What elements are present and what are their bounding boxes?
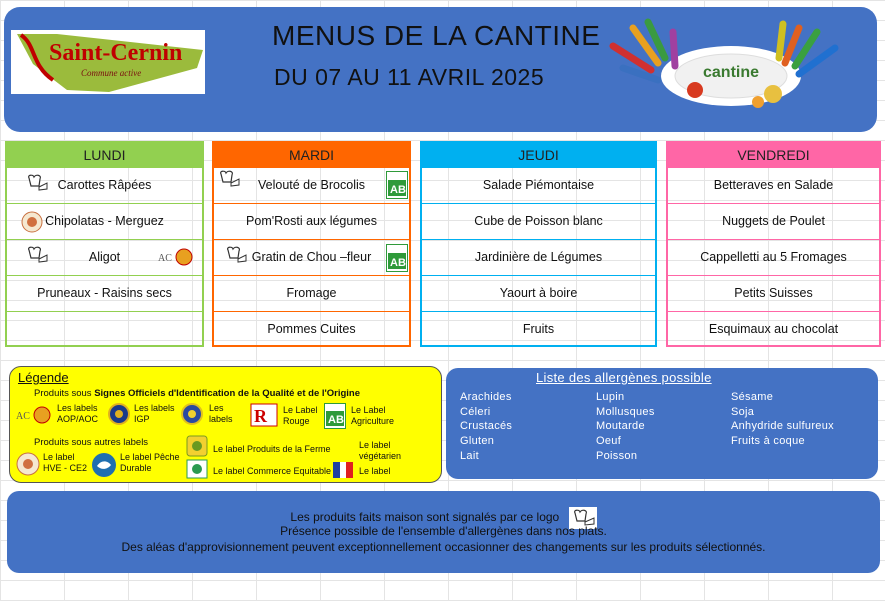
aop-aoc-icon xyxy=(15,405,53,425)
page-title: MENUS DE LA CANTINE xyxy=(272,20,601,51)
menu-item-text: Petits Suisses xyxy=(734,286,813,300)
legend-origine-france: Le label xyxy=(359,466,391,476)
legend-aop: Les labels AOP/AOC xyxy=(57,403,99,424)
allergens-col-3: Sésame Soja Anhydride sulfureux Fruits à coque xyxy=(731,391,834,448)
menu-item xyxy=(214,167,409,203)
menu-item-text: Fromage xyxy=(286,286,337,300)
siqo-heading: Produits sous Signes Officiels d'Identification de la Qualité et de l'Origine xyxy=(34,388,361,399)
menu-item xyxy=(7,239,202,275)
menu-item xyxy=(422,203,655,239)
menu-item-text: Salade Piémontaise xyxy=(482,178,595,192)
legend-ab: Le Label Agriculture xyxy=(351,405,395,426)
column-vendredi xyxy=(666,141,881,347)
menu-item-text: Chipolatas - Merguez xyxy=(45,214,164,228)
menu-item-text: Pruneaux - Raisins secs xyxy=(37,286,172,300)
peche-durable-icon xyxy=(91,452,117,478)
ab-label-icon xyxy=(324,403,346,429)
menu-item-text: Pom'Rosti aux légumes xyxy=(246,214,377,228)
legend-vegetarien: Le label végétarien xyxy=(359,440,402,461)
legend-panel xyxy=(9,366,442,483)
legend-stg: Les labels xyxy=(209,403,233,424)
other-labels-heading: Produits sous autres labels xyxy=(34,437,149,448)
hve-label-icon xyxy=(16,452,40,476)
column-lundi xyxy=(5,141,204,347)
label-rouge-icon xyxy=(250,403,278,427)
menu-item xyxy=(214,275,409,311)
menu-item xyxy=(7,167,202,203)
day-header-jeudi: JEUDI xyxy=(422,143,655,167)
allergens-panel xyxy=(446,368,878,479)
france-flag-icon xyxy=(333,462,353,478)
menu-item-text: Aligot xyxy=(88,250,121,264)
day-header-mardi: MARDI xyxy=(214,143,409,167)
menu-item-text: Carottes Râpées xyxy=(57,178,152,192)
ab-label-icon xyxy=(386,171,408,199)
commerce-equitable-icon xyxy=(186,459,208,479)
menu-item xyxy=(422,167,655,203)
menu-item xyxy=(668,311,879,347)
menu-item-text: Pommes Cuites xyxy=(267,322,356,336)
homemade-icon xyxy=(25,174,49,192)
svg-text:AC: AC xyxy=(16,411,30,422)
menu-item-text: Cube de Poisson blanc xyxy=(474,214,603,228)
svg-text:AB: AB xyxy=(390,257,406,269)
menu-item xyxy=(214,203,409,239)
menu-item-text: Gratin de Chou –fleur xyxy=(251,250,372,264)
menu-item xyxy=(422,275,655,311)
stg-icon xyxy=(181,403,203,425)
legend-commerce: Le label Commerce Equitable xyxy=(213,466,332,476)
column-mardi xyxy=(212,141,411,347)
menu-item xyxy=(668,275,879,311)
menu-item-text: Cappelletti au 5 Fromages xyxy=(700,250,847,264)
cantine-logo xyxy=(603,18,845,110)
homemade-icon xyxy=(25,246,49,264)
footer-homemade-note: Les produits faits maison sont signalés par ce logo xyxy=(7,507,880,529)
produits-ferme-icon xyxy=(186,435,208,457)
homemade-icon xyxy=(217,170,241,188)
ab-label-icon xyxy=(386,244,408,272)
svg-text:R: R xyxy=(254,406,267,426)
footer-allergen-note: Présence possible de l'ensemble d'allergènes dans nos plats. xyxy=(280,524,607,538)
legend-peche: Le label Pêche Durable xyxy=(120,452,180,473)
legend-title: Légende xyxy=(18,370,69,385)
svg-text:AB: AB xyxy=(390,184,406,196)
menu-item xyxy=(668,167,879,203)
logo-text: Saint-Cernin xyxy=(49,40,183,66)
svg-text:AB: AB xyxy=(328,414,344,426)
cantine-word: cantine xyxy=(703,64,760,81)
menu-item-text: Fruits xyxy=(522,322,555,336)
day-header-lundi: LUNDI xyxy=(7,143,202,167)
menu-item xyxy=(7,203,202,239)
hve-label-icon xyxy=(21,211,43,233)
svg-text:AC: AC xyxy=(158,253,172,264)
menu-item xyxy=(214,239,409,275)
legend-label-rouge: Le Label Rouge xyxy=(283,405,318,426)
footer-supply-note: Des aléas d'approvisionnement peuvent exceptionnellement occasionner des changements sur les produits sélectionnés. xyxy=(121,540,766,554)
logo-subtitle: Commune active xyxy=(81,68,142,78)
date-range: DU 07 AU 11 AVRIL 2025 xyxy=(274,64,545,90)
legend-ferme: Le label Produits de la Ferme xyxy=(213,444,331,454)
column-jeudi xyxy=(420,141,657,347)
menu-item xyxy=(214,311,409,347)
menu-item-text: Betteraves en Salade xyxy=(713,178,834,192)
menu-item xyxy=(7,275,202,311)
menu-item-text: Velouté de Brocolis xyxy=(257,178,365,192)
allergens-col-1: Arachides Céleri Crustacés Gluten Lait xyxy=(460,391,513,462)
legend-igp: Les labels IGP xyxy=(134,403,175,424)
menu-item xyxy=(7,311,202,347)
menu-item-text: Yaourt à boire xyxy=(499,286,578,300)
menu-item xyxy=(668,203,879,239)
day-header-vendredi: VENDREDI xyxy=(668,143,879,167)
menu-item-text: Jardinière de Légumes xyxy=(474,250,603,264)
igp-icon xyxy=(108,403,130,425)
menu-item xyxy=(422,311,655,347)
aop-aoc-icon xyxy=(157,247,195,267)
legend-hve: Le label HVE - CE2 xyxy=(43,452,88,473)
allergens-title: Liste des allergènes possible xyxy=(536,370,712,385)
homemade-icon xyxy=(224,246,248,264)
menu-item xyxy=(668,239,879,275)
footer-notes xyxy=(7,491,880,573)
menu-item-text: Nuggets de Poulet xyxy=(722,214,825,228)
saint-cernin-logo xyxy=(11,30,205,94)
allergens-col-2: Lupin Mollusques Moutarde Oeuf Poisson xyxy=(596,391,655,462)
menu-item-text: Esquimaux au chocolat xyxy=(708,322,839,336)
menu-item xyxy=(422,239,655,275)
